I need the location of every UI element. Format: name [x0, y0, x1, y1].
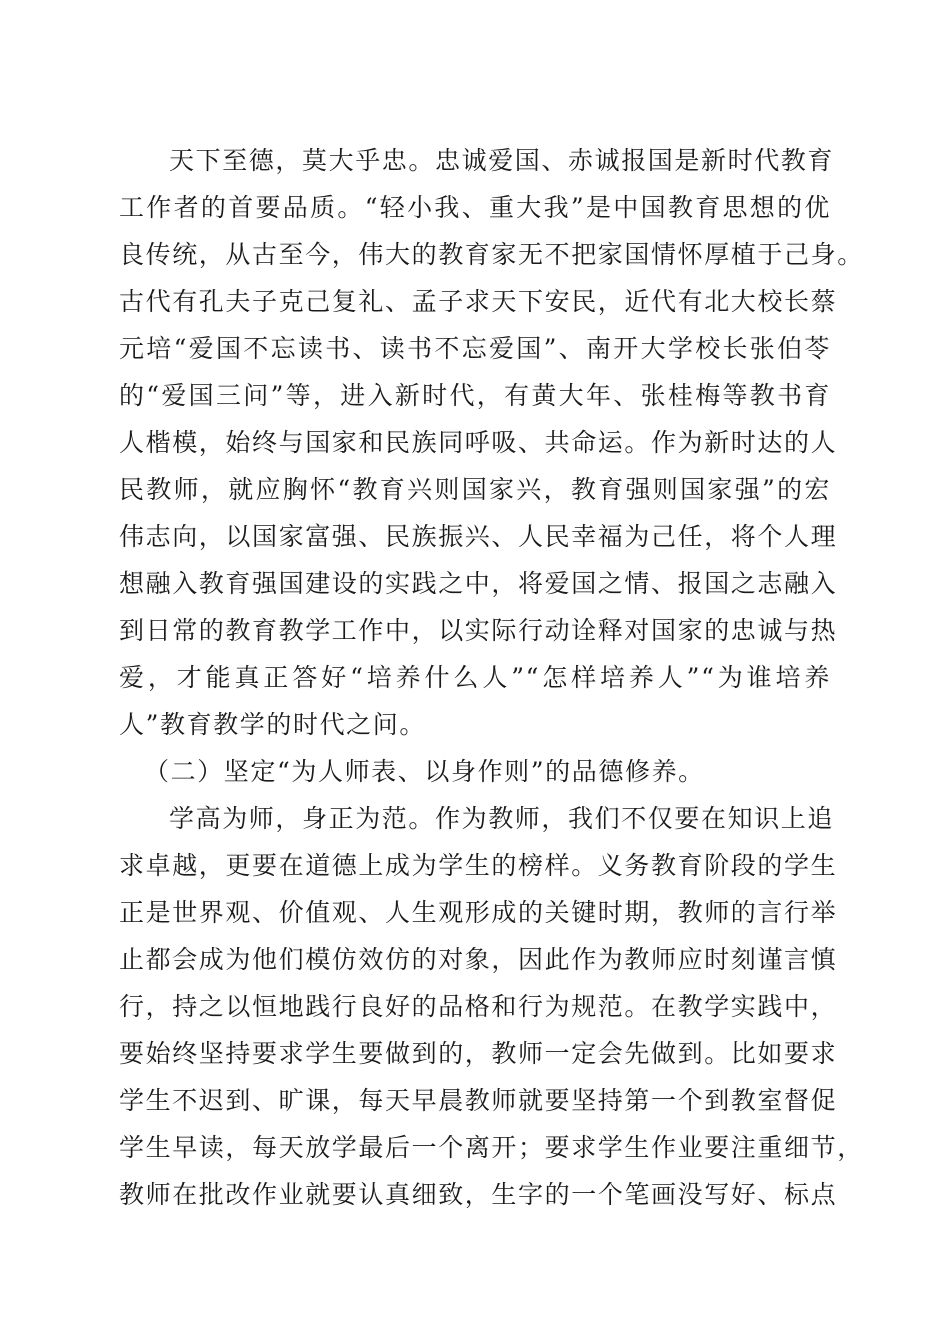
- paragraph-1-line-12: 爱，才能真正答好“培养什么人”“怎样培养人”“为谁培养: [119, 663, 831, 692]
- paragraph-1-line-6: 的“爱国三问”等，进入新时代，有黄大年、张桂梅等教书育: [119, 381, 831, 410]
- paragraph-1-line-1: 天下至德，莫大乎忠。忠诚爱国、赤诚报国是新时代教育: [169, 146, 835, 175]
- paragraph-1-line-11: 到日常的教育教学工作中，以实际行动诠释对国家的忠诚与热: [119, 616, 838, 645]
- paragraph-1-line-8: 民教师，就应胸怀“教育兴则国家兴，教育强则国家强”的宏: [119, 475, 831, 504]
- paragraph-2-line-9: 教师在批改作业就要认真细致，生字的一个笔画没写好、标点: [119, 1180, 838, 1209]
- section-heading: （二）坚定“为人师表、以身作则”的品德修养。: [144, 757, 705, 786]
- paragraph-1-line-4: 古代有孔夫子克己复礼、孟子求天下安民，近代有北大校长蔡: [119, 287, 838, 316]
- paragraph-1-line-5: 元培“爱国不忘读书、读书不忘爱国”、南开大学校长张伯苓: [119, 334, 831, 363]
- paragraph-1-line-10: 想融入教育强国建设的实践之中，将爱国之情、报国之志融入: [119, 569, 838, 598]
- paragraph-2-line-6: 要始终坚持要求学生要做到的，教师一定会先做到。比如要求: [119, 1039, 838, 1068]
- paragraph-2-line-5: 行，持之以恒地践行良好的品格和行为规范。在教学实践中，: [119, 992, 838, 1021]
- paragraph-2-line-4: 止都会成为他们模仿效仿的对象，因此作为教师应时刻谨言慎: [119, 945, 838, 974]
- paragraph-2-line-3: 正是世界观、价值观、人生观形成的关键时期，教师的言行举: [119, 898, 838, 927]
- paragraph-2-line-1: 学高为师，身正为范。作为教师，我们不仅要在知识上追: [169, 804, 835, 833]
- paragraph-2-line-8: 学生早读，每天放学最后一个离开；要求学生作业要注重细节，: [119, 1133, 864, 1162]
- paragraph-1-line-3: 良传统，从古至今，伟大的教育家无不把家国情怀厚植于己身。: [119, 240, 864, 269]
- paragraph-1-line-7: 人楷模，始终与国家和民族同呼吸、共命运。作为新时达的人: [119, 428, 838, 457]
- paragraph-2-line-7: 学生不迟到、旷课，每天早晨教师就要坚持第一个到教室督促: [119, 1086, 838, 1115]
- paragraph-1-line-9: 伟志向，以国家富强、民族振兴、人民幸福为己任，将个人理: [119, 522, 838, 551]
- paragraph-1-line-2: 工作者的首要品质。“轻小我、重大我”是中国教育思想的优: [119, 193, 831, 222]
- paragraph-1-line-13: 人”教育教学的时代之问。: [119, 710, 426, 739]
- paragraph-2-line-2: 求卓越，更要在道德上成为学生的榜样。义务教育阶段的学生: [119, 851, 838, 880]
